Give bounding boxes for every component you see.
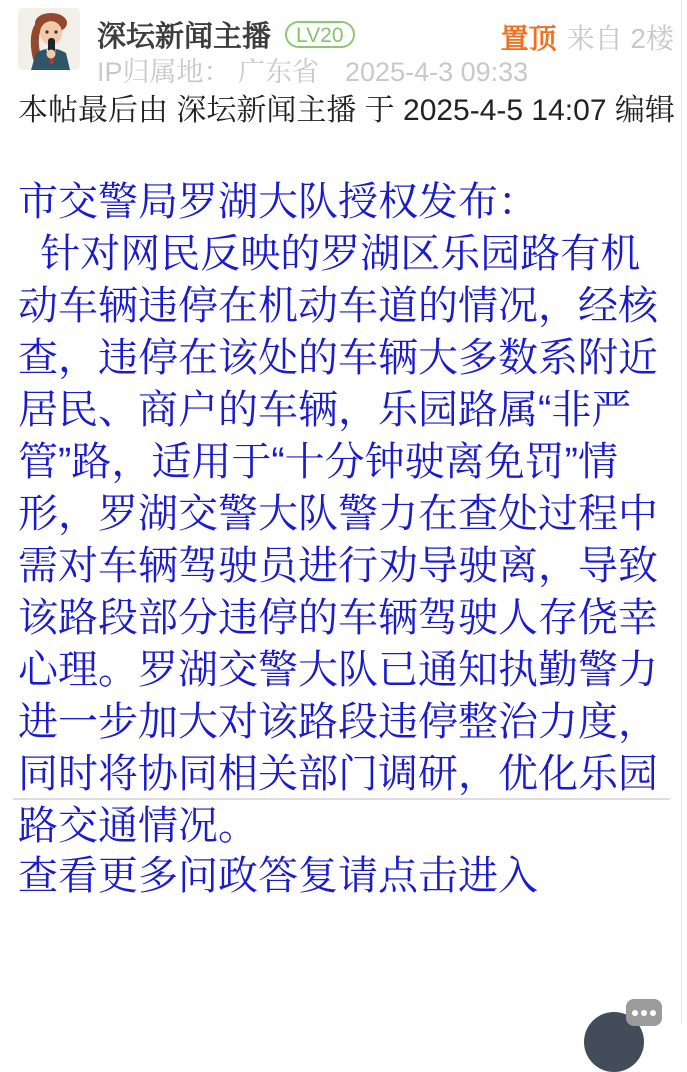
ellipsis-chat-bubble-icon[interactable] [626,999,662,1026]
section-divider [13,798,670,800]
bubble-dot [641,1010,647,1016]
user-line [97,14,355,55]
more-replies-link[interactable]: 查看更多问政答复请点击进入 [18,854,538,898]
bubble-dot [650,1010,656,1016]
post-meta-line [97,50,528,89]
edit-note: 本帖最后由 深坛新闻主播 于 2025-4-5 14:07 编辑 [18,94,675,127]
news-anchor-avatar-icon [18,57,80,70]
floor-label: 来自 2楼 [566,23,674,54]
bubble-dot [632,1010,638,1016]
post-paragraph: 针对网民反映的罗湖区乐园路有机动车辆违停在机动车道的情况，经核查，违停在该处的车辆大多数系附近居民、商户的车辆，乐园路属“非严管”路，适用于“十分钟驶离免罚”情形，罗湖交警大队警力在查处过程中需对车辆驾驶员进行劝导驶离，导致该路段部分违停的车辆驾驶人存侥幸心理。罗湖交警大队已通知执勤警力进一步加大对该路段违停整治力度，同时将协同相关部门调研，优化乐园路交通情况。 [18,232,658,848]
pinned-badge: 置顶 [500,23,557,54]
post-heading: 市交警局罗湖大队授权发布： [18,180,538,224]
content-right-border [681,0,682,1024]
post-time-label: 2025-4-3 09:33 [345,57,529,87]
ip-location-label: IP归属地： 广东省 [97,57,320,87]
header-right-meta [501,17,674,57]
post-body [18,176,674,852]
user-avatar[interactable] [18,8,80,70]
level-badge: LV20 [285,21,355,48]
username-text[interactable]: 深坛新闻主播 [97,21,272,53]
